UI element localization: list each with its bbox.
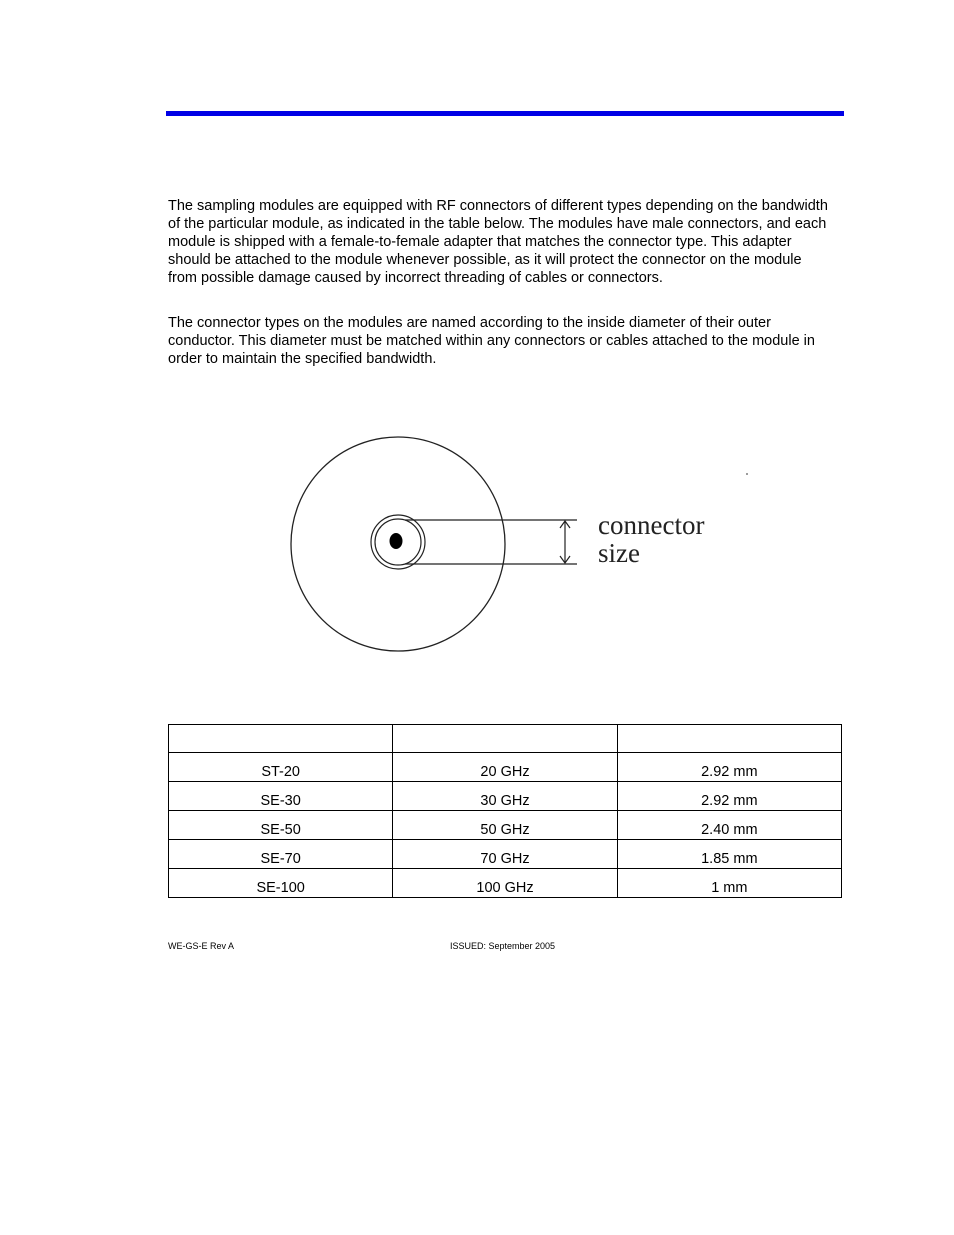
table-cell: 2.40 mm [617, 811, 841, 840]
table-header-cell [617, 725, 841, 753]
table-row [169, 811, 842, 840]
table-row [169, 782, 842, 811]
table-cell: 1.85 mm [617, 840, 841, 869]
center-pin [390, 533, 403, 549]
header-rule [166, 111, 844, 116]
table-cell: SE-50 [169, 811, 393, 840]
table-row [169, 753, 842, 782]
table-header-cell [169, 725, 393, 753]
table-cell: SE-30 [169, 782, 393, 811]
table-cell: 20 GHz [393, 753, 617, 782]
table-cell: 70 GHz [393, 840, 617, 869]
table-row [169, 840, 842, 869]
table-header-cell [393, 725, 617, 753]
figure-label-size: size [598, 538, 640, 568]
table-cell: SE-100 [169, 869, 393, 898]
table-cell: 50 GHz [393, 811, 617, 840]
footer-doc-id: WE-GS-E Rev A [168, 941, 235, 951]
table-cell: SE-70 [169, 840, 393, 869]
table-row [169, 869, 842, 898]
figure-label-connector: connector [598, 510, 705, 540]
table-header-row [169, 725, 842, 753]
table-cell: 2.92 mm [617, 782, 841, 811]
table-cell: 30 GHz [393, 782, 617, 811]
paragraph-intro: The sampling modules are equipped with RF connectors of different types depending on the bandwidth of the particular module, as indicated in the table below. The modules have male connectors, and each module is shipped with a female-to-female adapter that matches the connector type. This adapter should be attached to the module whenever possible, as it will protect the connector on the module from possible damage caused by incorrect threading of cables or connectors. [168, 198, 828, 286]
footer-issued-date: ISSUED: September 2005 [450, 941, 556, 951]
connector-size-diagram [280, 430, 760, 660]
paragraph-connector-naming: The connector types on the modules are named according to the inside diameter of their outer conductor. This diameter must be matched within any connectors or cables attached to the module in order to maintain the specified bandwidth. [168, 315, 815, 367]
table-cell: 2.92 mm [617, 753, 841, 782]
connector-spec-table [168, 724, 842, 898]
table-cell: 100 GHz [393, 869, 617, 898]
stray-dot [746, 473, 748, 475]
table-cell: ST-20 [169, 753, 393, 782]
table-cell: 1 mm [617, 869, 841, 898]
